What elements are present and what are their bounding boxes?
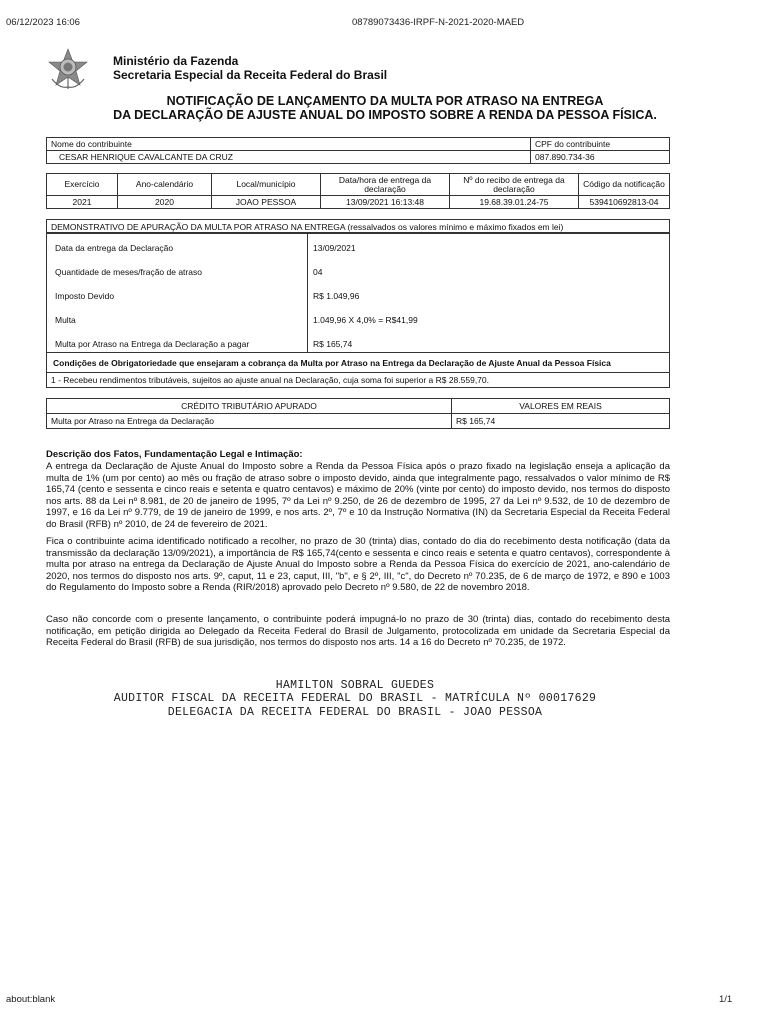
decl-header-recibo: Nº do recibo de entrega da declaração — [450, 174, 579, 196]
decl-data-hora: 13/09/2021 16:13:48 — [321, 196, 450, 209]
demo-row-label: Data da entrega da Declaração — [55, 243, 174, 253]
demo-row-label: Multa por Atraso na Entrega da Declaração a pagar — [55, 339, 250, 349]
credit-value: R$ 165,74 — [452, 414, 670, 429]
document-title-line2: DA DECLARAÇÃO DE AJUSTE ANUAL DO IMPOSTO SOBRE A RENDA DA PESSOA FÍSICA. — [113, 108, 657, 122]
signer-name: HAMILTON SOBRAL GUEDES — [275, 679, 435, 692]
decl-recibo: 19.68.39.01.24-75 — [450, 196, 579, 209]
decl-header-data-hora: Data/hora de entrega da declaração — [321, 174, 450, 196]
demo-row — [47, 236, 669, 260]
print-doc-id: 08789073436-IRPF-N-2021-2020-MAED — [352, 17, 525, 28]
demo-row-value: R$ 1.049,96 — [313, 291, 360, 301]
print-datetime: 06/12/2023 16:06 — [6, 17, 80, 28]
secretariat-name: Secretaria Especial da Receita Federal do Brasil — [113, 68, 388, 82]
decl-header-exercicio: Exercício — [47, 174, 118, 196]
demo-row-value: R$ 165,74 — [313, 339, 353, 349]
decl-ano: 2020 — [118, 196, 212, 209]
description-paragraph-3: Caso não concorde com o presente lançamento, o contribuinte poderá impugná-lo no prazo de 30 (trinta) dias, contado do recebimento desta notificação, em petição dirigida ao Delegado da Receita Federal do Brasil de Julgamento, protocolizada em unidade da Secretaria Especial da Receita Federal do Brasil (RFB) de sua jurisdição, nos termos do disposto nos arts. 14 a 16 do Decreto nº 70.235, de 1972. — [46, 614, 670, 648]
decl-exercicio: 2021 — [47, 196, 118, 209]
demo-row — [47, 308, 669, 332]
decl-header-local: Local/município — [212, 174, 321, 196]
print-page-number: 1/1 — [719, 994, 733, 1005]
decl-local: JOAO PESSOA — [212, 196, 321, 209]
demo-row — [47, 260, 669, 284]
condition-item: 1 - Recebeu rendimentos tributáveis, sujeitos ao ajuste anual na Declaração, cuja soma foi superior a R$ 28.559,70. — [46, 373, 670, 388]
taxpayer-name: CESAR HENRIQUE CAVALCANTE DA CRUZ — [47, 151, 531, 164]
description-paragraph-2: Fica o contribuinte acima identificado notificado a recolher, no prazo de 30 (trinta) dias, contado do dia do recebimento desta notificação (data da transmissão da declaração 13/09/2021), a importância de R$ 165,74(cento e sessenta e cinco reais e setenta e quatro centavos), correspondente à multa por atraso na entrega da Declaração de Ajuste Anual do Imposto sobre a Renda da Pessoa Física do exercício de 2021, ano-calendário de 2020, nos termos do disposto nos arts. 9º, caput, 11 e 23, caput, III, "b", e § 2º, III, "c", do Decreto nº 70.235, de 6 de março de 1972, e 890 e 1003 do Regulamento do Imposto sobre a Renda (RIR/2018) aprovado pelo Decreto nº 9.580, de 22 de novembro 2018. — [46, 536, 670, 593]
decl-header-ano: Ano-calendário — [118, 174, 212, 196]
credit-table — [46, 398, 670, 429]
document-title-line1: NOTIFICAÇÃO DE LANÇAMENTO DA MULTA POR ATRASO NA ENTREGA — [166, 94, 604, 108]
signer-office: DELEGACIA DA RECEITA FEDERAL DO BRASIL - JOAO PESSOA — [167, 706, 543, 719]
signer-title: AUDITOR FISCAL DA RECEITA FEDERAL DO BRASIL - MATRÍCULA Nº 00017629 — [113, 692, 597, 705]
demo-row-label: Quantidade de meses/fração de atraso — [55, 267, 202, 277]
demo-row-value: 04 — [313, 267, 323, 277]
demo-row-value: 13/09/2021 — [313, 243, 356, 253]
ministry-name: Ministério da Fazenda — [113, 54, 239, 68]
declaration-table — [46, 173, 670, 209]
demo-heading: DEMONSTRATIVO DE APURAÇÃO DA MULTA POR ATRASO NA ENTREGA (ressalvados os valores mínimo e máximo fixados em lei) — [46, 219, 670, 233]
print-footer-url: about:blank — [6, 994, 56, 1005]
taxpayer-cpf: 087.890.734-36 — [531, 151, 670, 164]
credit-item: Multa por Atraso na Entrega da Declaração — [47, 414, 452, 429]
decl-header-codigo: Código da notificação — [579, 174, 670, 196]
description-heading: Descrição dos Fatos, Fundamentação Legal e Intimação: — [46, 449, 303, 460]
decl-codigo: 539410692813-04 — [579, 196, 670, 209]
conditions-title: Condições de Obrigatoriedade que ensejaram a cobrança da Multa por Atraso na Entrega da Declaração de Ajuste Anual da Pessoa Física — [46, 353, 670, 373]
brazil-coat-of-arms-icon — [46, 47, 90, 91]
demo-row-label: Multa — [55, 315, 76, 325]
taxpayer-name-label: Nome do contribuinte — [47, 138, 531, 151]
demo-row-value: 1.049,96 X 4,0% = R$41,99 — [313, 315, 418, 325]
taxpayer-cpf-label: CPF do contribuinte — [531, 138, 670, 151]
demo-row-label: Imposto Devido — [55, 291, 115, 301]
credit-header-item: CRÉDITO TRIBUTÁRIO APURADO — [47, 399, 452, 414]
taxpayer-table — [46, 137, 670, 164]
credit-header-value: VALORES EM REAIS — [452, 399, 670, 414]
demo-row — [47, 284, 669, 308]
demo-box — [46, 233, 670, 353]
description-paragraph-1: A entrega da Declaração de Ajuste Anual do Imposto sobre a Renda da Pessoa Física após o prazo fixado na legislação enseja a aplicação da multa de 1% (um por cento) ao mês ou fração de atraso sobre o imposto devido, ainda que integralmente pago, ressalvados o valor mínimo de R$ 165,74 (cento e sessenta e cinco reais e setenta e quatro centavos) e máximo de 20% (vinte por cento) do imposto devido, nos termos do disposto nos arts. 88 da Lei nº 8.981, de 20 de janeiro de 1995, 7º da Lei nº 9.250, de 26 de dezembro de 1995, 27 da Lei nº 9.532, de 10 de dezembro de 1997, e 16 da Lei nº 9.779, de 19 de janeiro de 1999, e nos arts. 2º, 7º e 10 da Instrução Normativa (IN) da Secretaria Especial da Receita Federal do Brasil (RFB) nº 2010, de 24 de fevereiro de 2021. — [46, 461, 670, 530]
